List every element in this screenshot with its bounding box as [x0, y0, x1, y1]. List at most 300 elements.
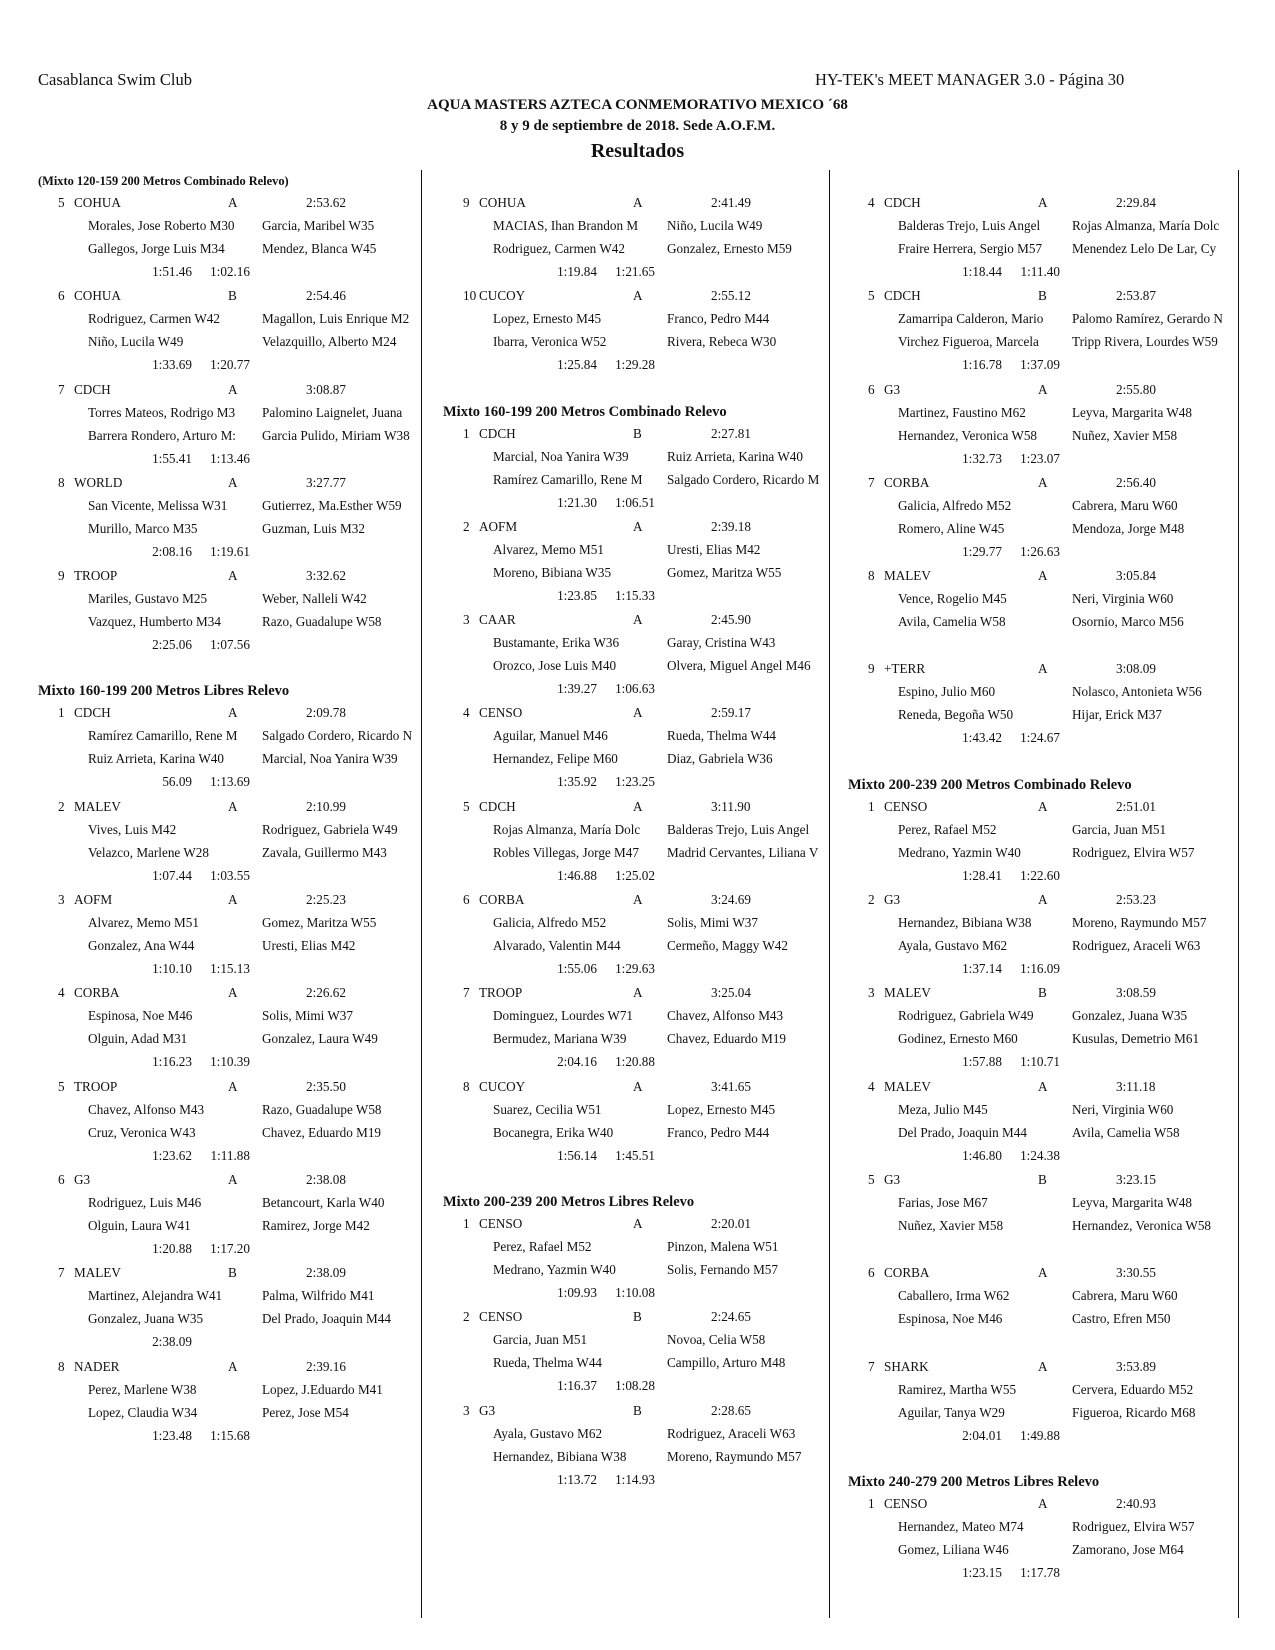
- swimmer-name: Garcia Pulido, Miriam W38: [262, 427, 410, 443]
- relay-entry: [443, 796, 829, 889]
- place-number: 6: [58, 1171, 65, 1187]
- relay-entry: [848, 889, 1238, 982]
- split-time: 1:06.51: [615, 494, 655, 510]
- split-time: 1:22.60: [1020, 867, 1060, 883]
- relay-letter: A: [1038, 1358, 1048, 1374]
- final-time: 3:11.90: [711, 798, 751, 814]
- relay-letter: A: [1038, 474, 1048, 490]
- event-title: (Mixto 120-159 200 Metros Combinado Relevo): [38, 174, 289, 188]
- swimmer-name: Olvera, Miguel Angel M46: [667, 658, 811, 674]
- relay-entry: [443, 609, 829, 702]
- swimmer-name: Razo, Guadalupe W58: [262, 614, 382, 630]
- swimmer-name: Hernandez, Bibiana W38: [898, 915, 1032, 931]
- split-time: 1:35.92: [557, 774, 597, 790]
- swimmer-name: Hernandez, Veronica W58: [1072, 1217, 1212, 1233]
- swimmer-name: Osornio, Marco M56: [1072, 614, 1184, 630]
- team-name: CENSO: [479, 1309, 523, 1325]
- split-time: 1:13.72: [557, 1471, 597, 1487]
- swimmer-name: Morales, Jose Roberto M30: [88, 218, 235, 233]
- final-time: 3:41.65: [711, 1078, 751, 1094]
- swimmer-name: Betancourt, Karla W40: [262, 1194, 385, 1210]
- swimmer-name: Moreno, Raymundo M57: [1072, 915, 1207, 931]
- swimmer-name: Neri, Virginia W60: [1072, 1101, 1174, 1117]
- swimmer-name: Perez, Rafael M52: [898, 821, 997, 837]
- place-number: 6: [463, 892, 470, 908]
- team-name: CDCH: [74, 705, 111, 721]
- swimmer-name: Cermeño, Maggy W42: [667, 938, 788, 954]
- swimmer-name: Alvarado, Valentin M44: [493, 938, 621, 954]
- place-number: 6: [58, 288, 65, 304]
- final-time: 2:59.17: [711, 705, 751, 721]
- swimmer-name: Lopez, J.Eduardo M41: [262, 1381, 383, 1397]
- split-time: 1:11.40: [1020, 264, 1060, 279]
- meet-title: AQUA MASTERS AZTECA CONMEMORATIVO MEXICO ´68: [427, 97, 848, 113]
- team-name: G3: [479, 1402, 496, 1418]
- swimmer-name: Rodriguez, Luis M46: [88, 1194, 202, 1210]
- split-time: 1:51.46: [152, 264, 192, 279]
- split-time: 1:23.07: [1020, 450, 1060, 466]
- final-time: 2:51.01: [1116, 798, 1156, 814]
- team-name: AOFM: [479, 518, 518, 534]
- swimmer-name: Zamorano, Jose M64: [1072, 1541, 1184, 1557]
- relay-letter: A: [228, 1171, 238, 1187]
- final-time: 2:56.40: [1116, 474, 1156, 490]
- relay-letter: A: [633, 195, 643, 210]
- column-divider: [421, 170, 422, 1618]
- swimmer-name: Perez, Marlene W38: [88, 1381, 197, 1397]
- swimmer-name: Moreno, Raymundo M57: [667, 1448, 802, 1464]
- final-time: 2:10.99: [306, 798, 346, 814]
- swimmer-name: Dominguez, Lourdes W71: [493, 1008, 634, 1024]
- final-time: 2:29.84: [1116, 195, 1156, 210]
- relay-entry: [848, 565, 1238, 658]
- split-time: 2:04.01: [962, 1427, 1002, 1443]
- swimmer-name: Aguilar, Tanya W29: [898, 1404, 1005, 1420]
- final-time: 3:08.87: [306, 381, 346, 397]
- split-time: 1:43.42: [962, 730, 1002, 746]
- team-name: CORBA: [74, 985, 120, 1001]
- swimmer-name: Bermudez, Mariana W39: [493, 1031, 627, 1047]
- split-time: 1:07.56: [210, 637, 250, 653]
- swimmer-name: Barrera Rondero, Arturo M:: [88, 427, 236, 443]
- swimmer-name: Ruiz Arrieta, Karina W40: [667, 448, 803, 464]
- software-page-label: HY-TEK's MEET MANAGER 3.0 - Página 30: [815, 70, 1125, 89]
- final-time: 3:25.04: [711, 985, 751, 1001]
- final-time: 2:09.78: [306, 705, 346, 721]
- relay-entry: [443, 702, 829, 795]
- final-time: 2:41.49: [711, 195, 751, 210]
- final-time: 3:24.69: [711, 892, 751, 908]
- split-time: 1:33.69: [152, 357, 192, 373]
- relay-letter: A: [633, 705, 643, 721]
- swimmer-name: Reneda, Begoña W50: [898, 707, 1014, 723]
- team-name: MALEV: [884, 985, 931, 1001]
- place-number: 8: [463, 1078, 470, 1094]
- team-name: CENSO: [884, 798, 928, 814]
- relay-entry: [848, 1493, 1238, 1586]
- split-time: 1:45.51: [615, 1147, 655, 1163]
- place-number: 3: [463, 612, 470, 628]
- relay-entry: [848, 1076, 1238, 1169]
- relay-letter: A: [1038, 568, 1048, 584]
- relay-entry: [443, 192, 829, 285]
- relay-entry: [848, 379, 1238, 472]
- split-time: 1:13.69: [210, 774, 250, 790]
- event-title: Mixto 160-199 200 Metros Combinado Relevo: [443, 403, 727, 420]
- split-time: 1:21.30: [557, 494, 597, 510]
- place-number: 4: [58, 985, 65, 1001]
- place-number: 9: [463, 195, 470, 210]
- swimmer-name: Gutierrez, Ma.Esther W59: [262, 497, 402, 513]
- relay-entry: [848, 1169, 1238, 1262]
- team-name: MALEV: [74, 1265, 121, 1281]
- swimmer-name: Zamarripa Calderon, Mario: [898, 311, 1044, 327]
- split-time: 1:16.09: [1020, 961, 1060, 977]
- place-number: 7: [463, 985, 470, 1001]
- split-time: 1:16.78: [962, 357, 1002, 373]
- final-time: 2:45.90: [711, 612, 751, 628]
- final-time: 3:23.15: [1116, 1171, 1156, 1187]
- swimmer-name: Olguin, Laura W41: [88, 1217, 191, 1233]
- split-time: 1:29.63: [615, 961, 655, 977]
- event-title: Mixto 200-239 200 Metros Libres Relevo: [443, 1193, 695, 1210]
- relay-letter: A: [633, 798, 643, 814]
- relay-entry: [38, 702, 420, 795]
- swimmer-name: Medrano, Yazmin W40: [493, 1261, 616, 1277]
- swimmer-name: Garcia, Juan M51: [493, 1332, 588, 1348]
- swimmer-name: Perez, Jose M54: [262, 1404, 349, 1420]
- split-time: 1:56.14: [557, 1147, 597, 1163]
- swimmer-name: Del Prado, Joaquin M44: [898, 1124, 1027, 1140]
- swimmer-name: Menendez Lelo De Lar, Cy: [1072, 241, 1217, 256]
- swimmer-name: Pinzon, Malena W51: [667, 1238, 779, 1254]
- swimmer-name: Palma, Wilfrido M41: [262, 1288, 375, 1304]
- relay-entry: [443, 423, 829, 516]
- relay-entry: [848, 982, 1238, 1075]
- swimmer-name: Suarez, Cecilia W51: [493, 1101, 602, 1117]
- relay-letter: A: [228, 568, 238, 584]
- swimmer-name: Palomino Laignelet, Juana: [262, 404, 403, 420]
- swimmer-name: Virchez Figueroa, Marcela: [898, 334, 1039, 350]
- team-name: COHUA: [74, 288, 121, 304]
- team-name: CUCOY: [479, 1078, 526, 1094]
- swimmer-name: Nolasco, Antonieta W56: [1072, 684, 1202, 700]
- relay-letter: A: [1038, 892, 1048, 908]
- place-number: 5: [868, 288, 875, 304]
- place-number: 2: [868, 892, 875, 908]
- relay-letter: A: [633, 892, 643, 908]
- team-name: CENSO: [479, 1215, 523, 1231]
- place-number: 6: [868, 381, 875, 397]
- split-time: 1:18.44: [962, 264, 1002, 279]
- swimmer-name: Ramírez Camarillo, Rene M: [493, 471, 643, 487]
- relay-entry: [848, 285, 1238, 378]
- team-name: CAAR: [479, 612, 516, 628]
- swimmer-name: Hernandez, Veronica W58: [898, 427, 1038, 443]
- swimmer-name: Aguilar, Manuel M46: [493, 728, 608, 744]
- swimmer-name: Del Prado, Joaquin M44: [262, 1311, 391, 1327]
- team-name: CDCH: [479, 798, 516, 814]
- split-time: 1:06.63: [615, 681, 655, 697]
- swimmer-name: Bustamante, Erika W36: [493, 635, 620, 651]
- relay-entry: [38, 285, 420, 378]
- swimmer-name: Olguin, Adad M31: [88, 1031, 188, 1047]
- team-name: TROOP: [74, 568, 118, 584]
- split-time: 1:02.16: [210, 264, 250, 279]
- swimmer-name: Vence, Rogelio M45: [898, 591, 1007, 607]
- final-time: 3:11.18: [1116, 1078, 1156, 1094]
- place-number: 6: [868, 1265, 875, 1281]
- split-time: 1:55.41: [152, 450, 192, 466]
- final-time: 2:24.65: [711, 1309, 751, 1325]
- relay-entry: [38, 565, 420, 658]
- relay-entry: [443, 1306, 829, 1399]
- swimmer-name: Hernandez, Bibiana W38: [493, 1448, 627, 1464]
- team-name: AOFM: [74, 892, 113, 908]
- relay-letter: A: [633, 1078, 643, 1094]
- place-number: 7: [868, 474, 875, 490]
- place-number: 10: [463, 288, 477, 304]
- swimmer-name: Galicia, Alfredo M52: [493, 915, 607, 931]
- split-time: 1:20.77: [210, 357, 250, 373]
- relay-letter: A: [228, 474, 238, 490]
- relay-letter: A: [633, 1215, 643, 1231]
- swimmer-name: Chavez, Alfonso M43: [88, 1101, 205, 1117]
- swimmer-name: Avila, Camelia W58: [898, 614, 1006, 630]
- relay-entry: [848, 796, 1238, 889]
- relay-entry: [38, 982, 420, 1075]
- final-time: 2:38.08: [306, 1171, 346, 1187]
- split-time: 1:16.37: [557, 1378, 597, 1394]
- swimmer-name: Nuñez, Xavier M58: [898, 1217, 1004, 1233]
- event-title: Mixto 240-279 200 Metros Libres Relevo: [848, 1473, 1100, 1490]
- split-time: 1:10.08: [615, 1284, 655, 1300]
- split-time: 1:23.85: [557, 587, 597, 603]
- relay-letter: B: [228, 1265, 237, 1281]
- relay-letter: A: [633, 288, 643, 304]
- swimmer-name: Perez, Rafael M52: [493, 1238, 592, 1254]
- team-name: G3: [884, 892, 901, 908]
- relay-letter: A: [228, 1078, 238, 1094]
- split-time: 1:15.13: [210, 961, 250, 977]
- split-time: 1:10.71: [1020, 1054, 1060, 1070]
- relay-letter: A: [633, 985, 643, 1001]
- place-number: 5: [58, 1078, 65, 1094]
- place-number: 2: [58, 798, 65, 814]
- swimmer-name: Gomez, Maritza W55: [667, 564, 782, 580]
- place-number: 5: [868, 1171, 875, 1187]
- swimmer-name: Meza, Julio M45: [898, 1101, 988, 1117]
- split-time: 1:37.09: [1020, 357, 1060, 373]
- swimmer-name: Rueda, Thelma W44: [667, 728, 777, 744]
- swimmer-name: Fraire Herrera, Sergio M57: [898, 241, 1043, 256]
- swimmer-name: Balderas Trejo, Luis Angel: [898, 218, 1041, 233]
- swimmer-name: Rojas Almanza, María Dolc: [493, 821, 641, 837]
- split-time: 1:07.44: [152, 867, 192, 883]
- team-name: NADER: [74, 1358, 120, 1374]
- relay-entry: [848, 472, 1238, 565]
- split-time: 1:25.02: [615, 867, 655, 883]
- swimmer-name: Niño, Lucila W49: [88, 334, 184, 350]
- swimmer-name: Garcia, Juan M51: [1072, 821, 1167, 837]
- relay-letter: B: [633, 425, 642, 441]
- swimmer-name: Gomez, Maritza W55: [262, 915, 377, 931]
- swimmer-name: Garcia, Maribel W35: [262, 218, 375, 233]
- swimmer-name: Razo, Guadalupe W58: [262, 1101, 382, 1117]
- swimmer-name: Marcial, Noa Yanira W39: [493, 448, 629, 464]
- relay-letter: B: [633, 1309, 642, 1325]
- team-name: G3: [884, 381, 901, 397]
- team-name: +TERR: [884, 661, 926, 677]
- swimmer-name: Cruz, Veronica W43: [88, 1124, 196, 1140]
- swimmer-name: Leyva, Margarita W48: [1072, 404, 1192, 420]
- place-number: 7: [868, 1358, 875, 1374]
- team-name: CDCH: [884, 288, 921, 304]
- results-column-2: [443, 171, 829, 1493]
- final-time: 2:53.62: [306, 195, 346, 210]
- relay-entry: [38, 472, 420, 565]
- split-time: 1:46.88: [557, 867, 597, 883]
- swimmer-name: Gonzalez, Juana W35: [1072, 1008, 1188, 1024]
- split-time: 1:20.88: [615, 1054, 655, 1070]
- club-name: Casablanca Swim Club: [38, 70, 192, 89]
- swimmer-name: Caballero, Irma W62: [898, 1288, 1010, 1304]
- swimmer-name: Rodriguez, Gabriela W49: [898, 1008, 1034, 1024]
- place-number: 8: [868, 568, 875, 584]
- swimmer-name: Leyva, Margarita W48: [1072, 1194, 1192, 1210]
- final-time: 3:32.62: [306, 568, 346, 584]
- swimmer-name: Chavez, Alfonso M43: [667, 1008, 784, 1024]
- relay-entry: [38, 796, 420, 889]
- final-time: 2:39.18: [711, 518, 751, 534]
- team-name: MALEV: [884, 568, 931, 584]
- relay-entry: [848, 1262, 1238, 1355]
- relay-letter: A: [228, 705, 238, 721]
- swimmer-name: Castro, Efren M50: [1072, 1311, 1171, 1327]
- relay-entry: [38, 1356, 420, 1449]
- swimmer-name: Mendez, Blanca W45: [262, 241, 377, 256]
- team-name: CENSO: [479, 705, 523, 721]
- swimmer-name: Alvarez, Memo M51: [493, 541, 604, 557]
- swimmer-name: Balderas Trejo, Luis Angel: [667, 821, 810, 837]
- swimmer-name: Rojas Almanza, María Dolc: [1072, 218, 1220, 233]
- place-number: 1: [58, 705, 65, 721]
- split-time: 1:24.67: [1020, 730, 1060, 746]
- split-time: 1:19.84: [557, 264, 597, 279]
- split-time: 1:13.46: [210, 450, 250, 466]
- swimmer-name: Murillo, Marco M35: [88, 520, 198, 536]
- event-title: Mixto 200-239 200 Metros Combinado Relevo: [848, 776, 1132, 793]
- split-time: 56.09: [162, 774, 192, 790]
- swimmer-name: Ramirez, Martha W55: [898, 1381, 1017, 1397]
- team-name: TROOP: [74, 1078, 118, 1094]
- final-time: 2:35.50: [306, 1078, 346, 1094]
- team-name: G3: [884, 1171, 901, 1187]
- relay-letter: A: [228, 892, 238, 908]
- relay-entry: [443, 1076, 829, 1169]
- split-time: 1:08.28: [615, 1378, 655, 1394]
- final-time: 3:08.09: [1116, 661, 1156, 677]
- swimmer-name: Novoa, Celia W58: [667, 1332, 766, 1348]
- final-time: 3:30.55: [1116, 1265, 1156, 1281]
- relay-letter: A: [228, 798, 238, 814]
- swimmer-name: Rodriguez, Gabriela W49: [262, 821, 398, 837]
- swimmer-name: Vazquez, Humberto M34: [88, 614, 221, 630]
- swimmer-name: Lopez, Ernesto M45: [493, 311, 602, 327]
- team-name: CDCH: [74, 381, 111, 397]
- team-name: CORBA: [884, 1265, 930, 1281]
- relay-letter: A: [1038, 195, 1048, 210]
- swimmer-name: Hernandez, Mateo M74: [898, 1518, 1024, 1534]
- split-time: 1:49.88: [1020, 1427, 1060, 1443]
- swimmer-name: Espino, Julio M60: [898, 684, 996, 700]
- team-name: CDCH: [884, 195, 921, 210]
- final-time: 2:53.87: [1116, 288, 1156, 304]
- split-time: 1:10.10: [152, 961, 192, 977]
- split-time: 1:17.78: [1020, 1564, 1060, 1580]
- split-time: 1:55.06: [557, 961, 597, 977]
- split-time: 2:38.09: [152, 1334, 192, 1350]
- final-time: 2:38.09: [306, 1265, 346, 1281]
- relay-letter: B: [633, 1402, 642, 1418]
- place-number: 3: [463, 1402, 470, 1418]
- final-time: 3:08.59: [1116, 985, 1156, 1001]
- relay-entry: [443, 982, 829, 1075]
- split-time: 1:32.73: [962, 450, 1002, 466]
- relay-entry: [38, 379, 420, 472]
- swimmer-name: Gonzalez, Laura W49: [262, 1031, 378, 1047]
- swimmer-name: Cervera, Eduardo M52: [1072, 1381, 1194, 1397]
- split-time: 2:04.16: [557, 1054, 597, 1070]
- swimmer-name: Kusulas, Demetrio M61: [1072, 1031, 1200, 1047]
- results-column-1: [38, 171, 420, 1449]
- final-time: 2:27.81: [711, 425, 751, 441]
- swimmer-name: Marcial, Noa Yanira W39: [262, 751, 398, 767]
- team-name: G3: [74, 1171, 91, 1187]
- swimmer-name: Bocanegra, Erika W40: [493, 1124, 614, 1140]
- swimmer-name: Rodriguez, Elvira W57: [1072, 1518, 1195, 1534]
- swimmer-name: Gallegos, Jorge Luis M34: [88, 241, 225, 256]
- split-time: 1:23.15: [962, 1564, 1002, 1580]
- swimmer-name: Velazco, Marlene W28: [88, 844, 209, 860]
- split-time: 1:11.88: [210, 1147, 250, 1163]
- swimmer-name: Ibarra, Veronica W52: [493, 334, 607, 350]
- place-number: 9: [58, 568, 65, 584]
- swimmer-name: Gonzalez, Ernesto M59: [667, 241, 792, 256]
- event-title-spacer: [443, 171, 829, 192]
- split-time: 1:29.77: [962, 543, 1002, 559]
- swimmer-name: Chavez, Eduardo M19: [667, 1031, 787, 1047]
- split-time: 2:08.16: [152, 543, 192, 559]
- swimmer-name: Hernandez, Felipe M60: [493, 751, 618, 767]
- split-time: 1:46.80: [962, 1147, 1002, 1163]
- swimmer-name: Gonzalez, Ana W44: [88, 938, 195, 954]
- team-name: CORBA: [479, 892, 525, 908]
- swimmer-name: Moreno, Bibiana W35: [493, 564, 612, 580]
- split-time: 1:23.62: [152, 1147, 192, 1163]
- relay-entry: [848, 192, 1238, 285]
- split-time: 1:23.48: [152, 1427, 192, 1443]
- swimmer-name: Diaz, Gabriela W36: [667, 751, 773, 767]
- final-time: 3:05.84: [1116, 568, 1156, 584]
- relay-letter: A: [633, 612, 643, 628]
- relay-letter: A: [1038, 798, 1048, 814]
- split-time: 1:39.27: [557, 681, 597, 697]
- split-time: 1:37.14: [962, 961, 1002, 977]
- split-time: 1:26.63: [1020, 543, 1060, 559]
- team-name: COHUA: [74, 195, 121, 210]
- place-number: 1: [463, 1215, 470, 1231]
